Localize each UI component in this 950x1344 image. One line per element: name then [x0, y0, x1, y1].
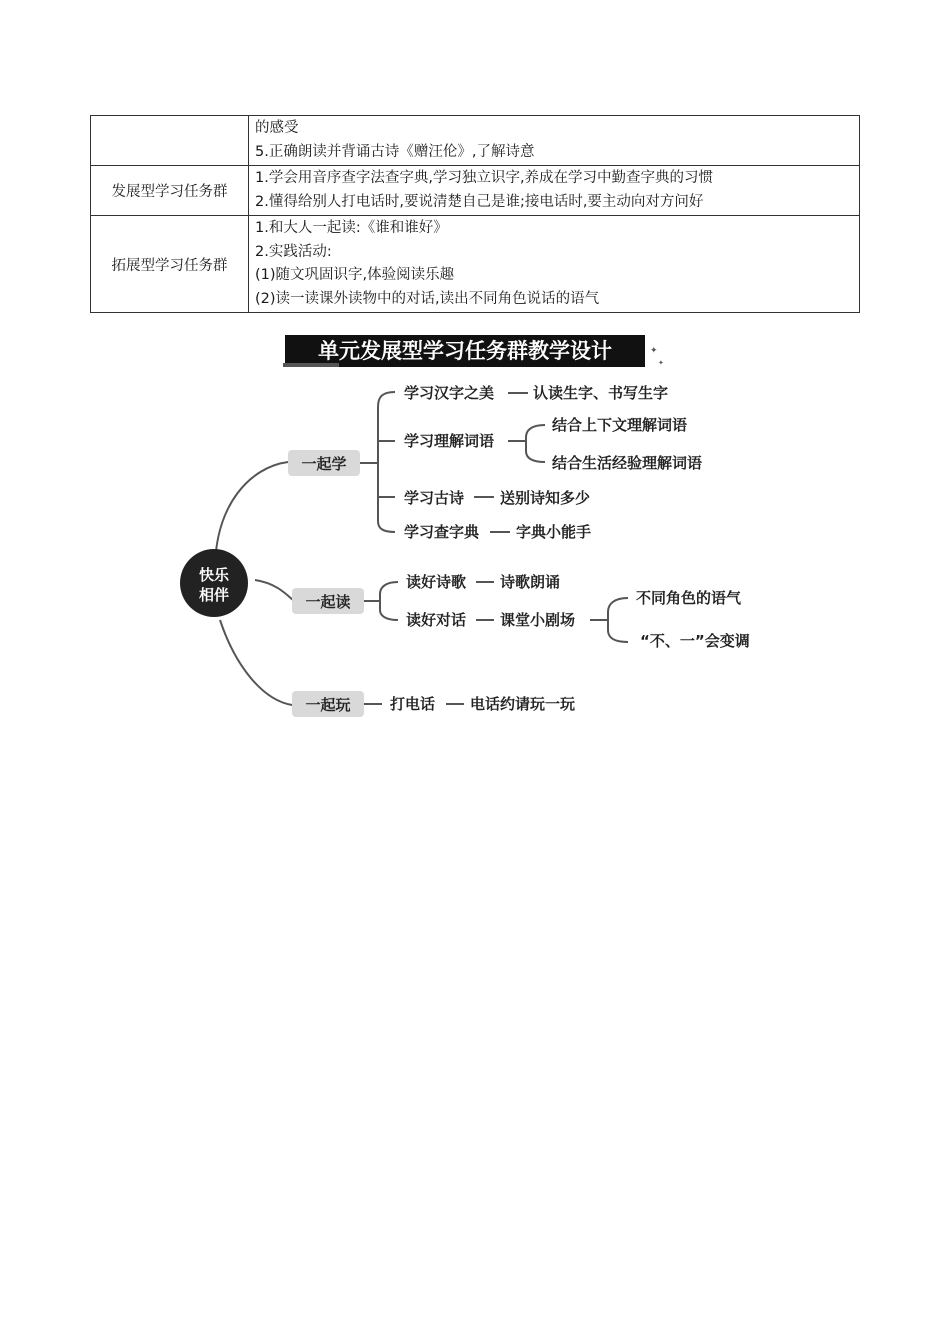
- content-line: (2)读一读课外读物中的对话,读出不同角色说话的语气: [255, 290, 600, 307]
- leaf-item: 读好对话: [406, 611, 467, 629]
- branch-label: 一起读: [305, 593, 351, 611]
- table-row: [91, 166, 860, 216]
- leaf-item: 学习查字典: [404, 523, 480, 541]
- mindmap-title: 单元发展型学习任务群教学设计: [318, 339, 612, 363]
- row-label: [91, 116, 249, 166]
- table-row: [91, 116, 860, 166]
- leaf-sub: 结合上下文理解词语: [552, 416, 688, 434]
- connector: [526, 425, 545, 462]
- mind-map: [0, 325, 950, 735]
- branch-label: 一起玩: [305, 696, 351, 714]
- leaf-target: 诗歌朗诵: [500, 573, 561, 591]
- leaf-item: 读好诗歌: [406, 573, 467, 591]
- leaf-item: 学习理解词语: [404, 432, 495, 450]
- center-label-line1: 快乐: [198, 566, 230, 584]
- content-line: 2.懂得给别人打电话时,要说清楚自己是谁;接电话时,要主动向对方问好: [255, 193, 704, 210]
- content-line: 2.实践活动:: [255, 243, 332, 260]
- leaf-item: 打电话: [390, 695, 436, 713]
- leaf-target: 课堂小剧场: [500, 611, 576, 629]
- sparkle-icon: ✦: [650, 346, 658, 356]
- connector: [380, 582, 398, 620]
- content-line: 1.学会用音序查字法查字典,学习独立识字,养成在学习中勤查字典的习惯: [255, 170, 714, 186]
- connector: [220, 620, 292, 705]
- leaf-item: 学习古诗: [404, 489, 465, 507]
- row-content: [249, 216, 860, 313]
- content-line: (1)随文巩固识字,体验阅读乐趣: [255, 267, 455, 283]
- leaf-sub: 结合生活经验理解词语: [552, 454, 703, 472]
- connector: [608, 598, 628, 642]
- row-label: 发展型学习任务群: [91, 166, 249, 216]
- connector: [378, 392, 395, 532]
- content-line: 5.正确朗读并背诵古诗《赠汪伦》,了解诗意: [255, 143, 535, 160]
- leaf-target: 电话约请玩一玩: [470, 695, 576, 713]
- leaf-target: 送别诗知多少: [500, 489, 591, 507]
- branch-label: 一起学: [301, 455, 347, 473]
- task-group-table: [90, 115, 860, 313]
- title-underline-accent: [283, 363, 339, 367]
- row-content: [249, 116, 860, 166]
- sparkle-icon: ✦: [658, 359, 664, 367]
- table-row: [91, 216, 860, 313]
- leaf-item: 学习汉字之美: [404, 384, 495, 402]
- center-label-line2: 相伴: [198, 586, 230, 604]
- leaf-target: 认读生字、书写生字: [533, 384, 669, 402]
- leaf-sub: 不同角色的语气: [636, 589, 742, 607]
- leaf-target: 字典小能手: [516, 523, 592, 541]
- row-content: [249, 166, 860, 216]
- leaf-sub: “不、一”会变调: [640, 632, 750, 650]
- connector: [255, 580, 293, 600]
- content-line: 1.和大人一起读:《谁和谁好》: [255, 220, 448, 236]
- content-line: 的感受: [255, 120, 299, 136]
- row-label: 拓展型学习任务群: [91, 216, 249, 313]
